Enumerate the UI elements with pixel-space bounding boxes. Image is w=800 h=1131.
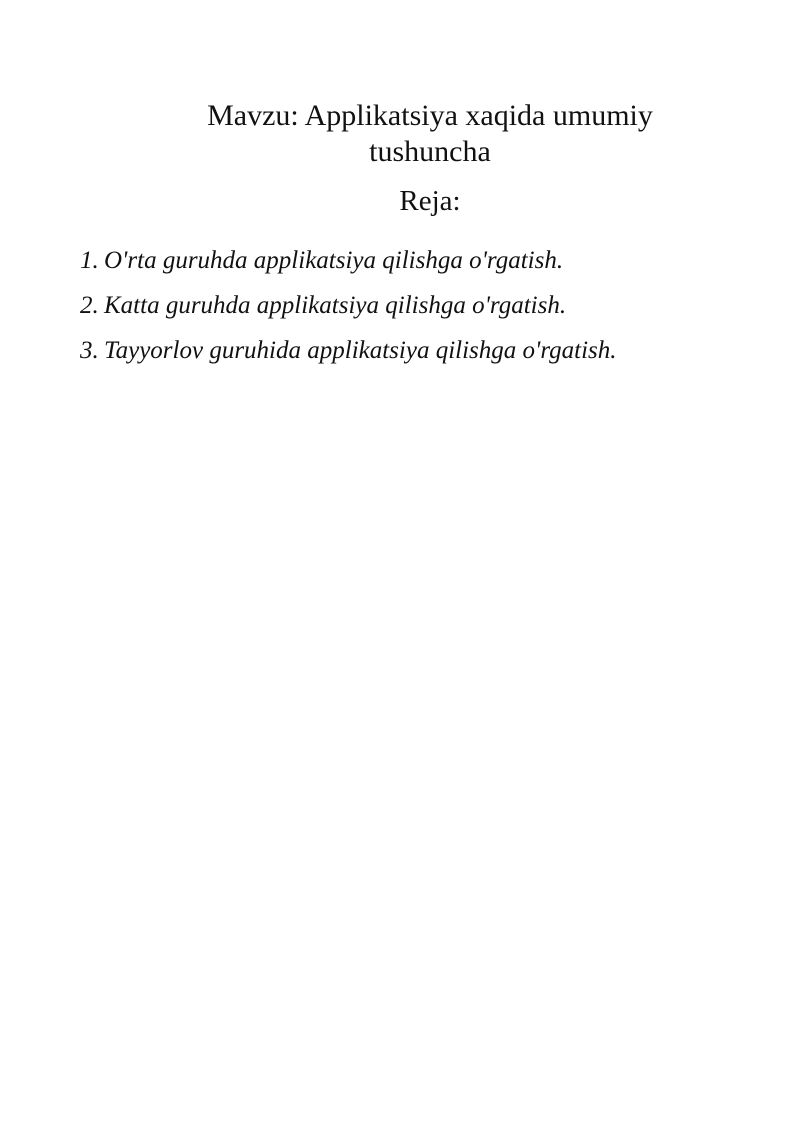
page-title — [150, 98, 710, 170]
plan-item — [80, 291, 760, 321]
plan-item-text: Tayyorlov guruhida applikatsiya qilishga o'rgatish. — [104, 337, 617, 364]
plan-item-text: Katta guruhda applikatsiya qilishga o'rgatish. — [104, 292, 567, 319]
plan-item — [80, 246, 760, 276]
title-line-1: Mavzu: Applikatsiya xaqida umumiy — [207, 99, 653, 133]
plan-item — [80, 336, 760, 366]
plan-item-number: 2. — [80, 292, 99, 319]
plan-item-number: 1. — [80, 247, 99, 274]
plan-heading: Reja: — [399, 185, 461, 217]
plan-list — [80, 246, 760, 381]
title-line-2: tushuncha — [369, 135, 491, 169]
plan-item-text: O'rta guruhda applikatsiya qilishga o'rgatish. — [104, 247, 564, 274]
plan-item-number: 3. — [80, 337, 99, 364]
